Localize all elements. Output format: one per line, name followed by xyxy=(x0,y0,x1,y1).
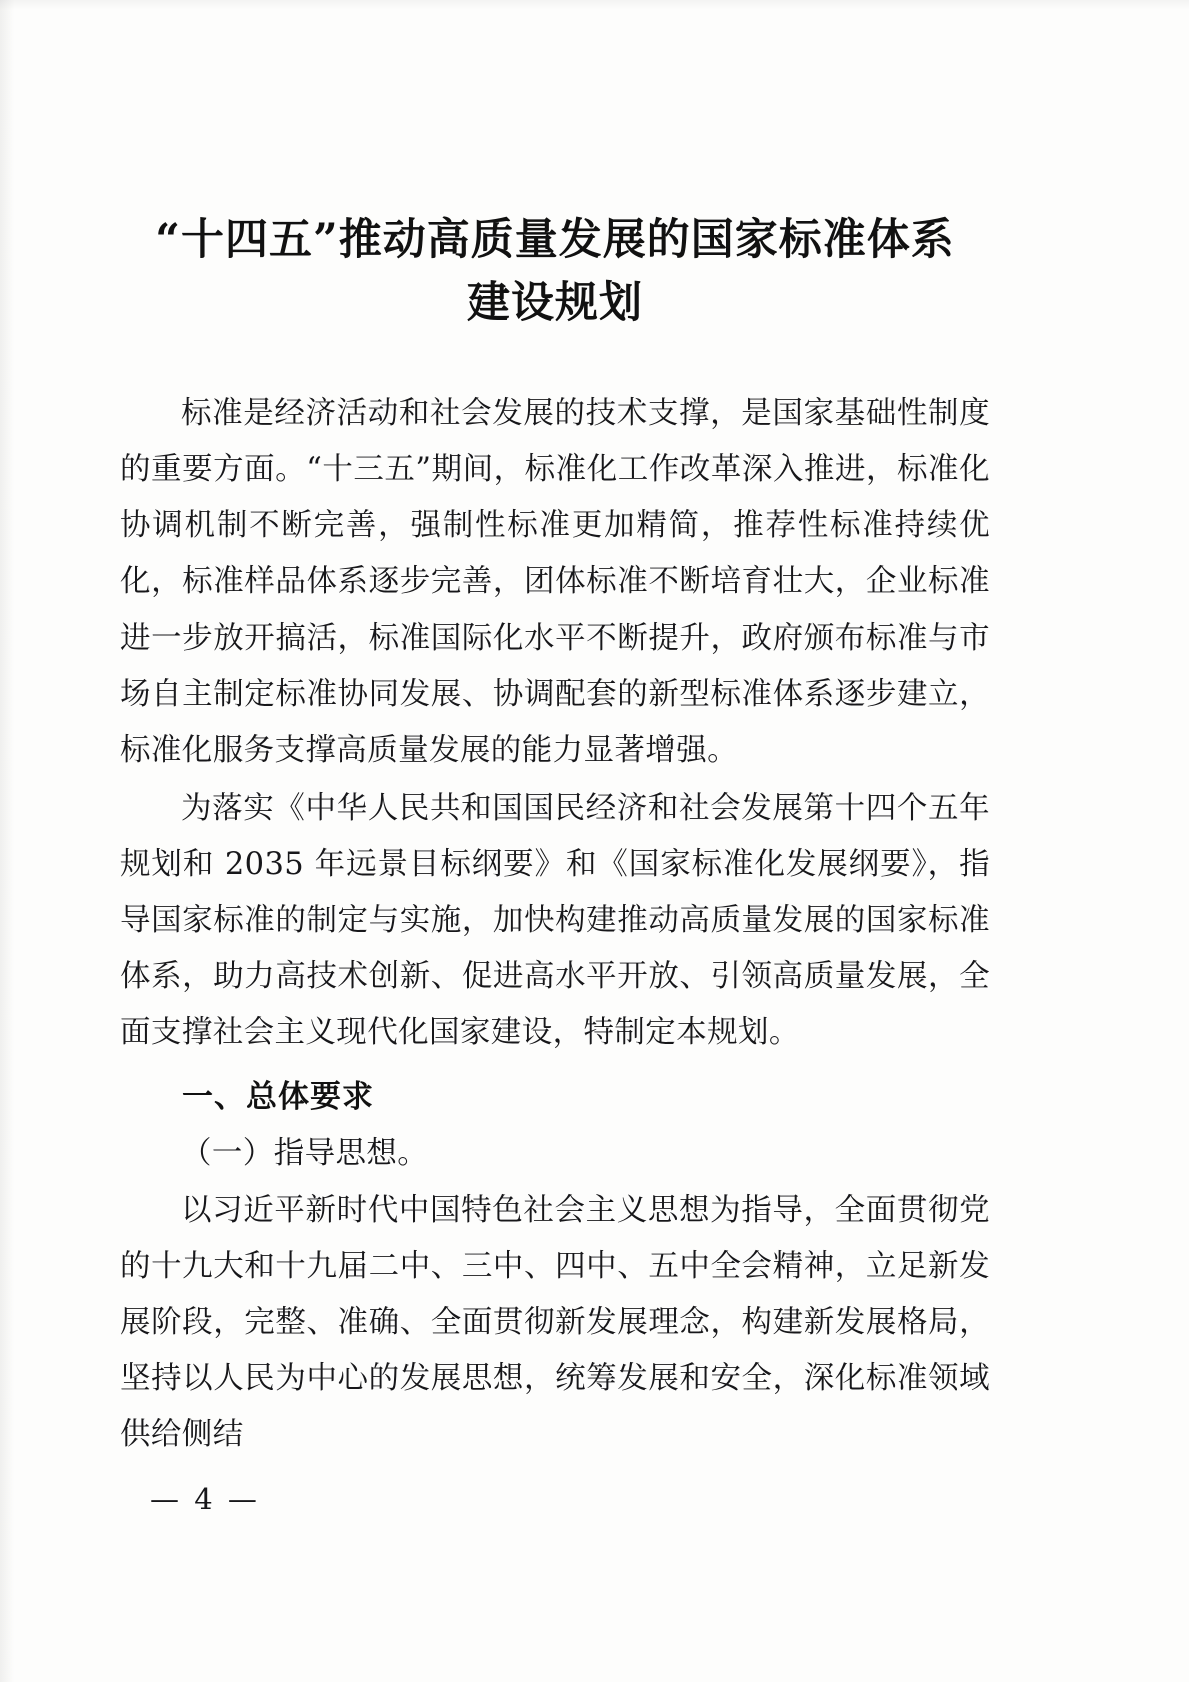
page-content xyxy=(120,210,990,1465)
paragraph-guiding-ideology: 以习近平新时代中国特色社会主义思想为指导，全面贯彻党的十九大和十九届二中、三中、四中、五中全会精神，立足新发展阶段，完整、准确、全面贯彻新发展理念，构建新发展格局，坚持以人民为中心的发展思想，统筹发展和安全，深化标准领域供给侧结 xyxy=(120,1192,990,1452)
section-subheading-1: （一）指导思想。 xyxy=(181,1136,429,1172)
paragraph-intro-1: 标准是经济活动和社会发展的技术支撑，是国家基础性制度的重要方面。“十三五”期间，标准化工作改革深入推进，标准化协调机制不断完善，强制性标准更加精简，推荐性标准持续优化，标准样品体系逐步完善，团体标准不断培育壮大，企业标准进一步放开搞活，标准国际化水平不断提升，政府颁布标准与市场自主制定标准协同发展、协调配套的新型标准体系逐步建立，标准化服务支撑高质量发展的能力显著增强。 xyxy=(120,396,990,768)
page-title-line-1: “十四五”推动高质量发展的国家标准体系 xyxy=(155,215,955,265)
page-edge-shadow-top xyxy=(0,0,1189,10)
paragraph-intro-2: 为落实《中华人民共和国国民经济和社会发展第十四个五年规划和 2035 年远景目标纲要》和《国家标准化发展纲要》，指导国家标准的制定与实施，加快构建推动高质量发展的国家标准体系，助力高技术创新、促进高水平开放、引领高质量发展，全面支撑社会主义现代化国家建设，特制定本规划。 xyxy=(120,790,990,1051)
body-text xyxy=(120,386,990,1463)
page-title-line-2: 建设规划 xyxy=(467,278,643,329)
page-number: — 4 — xyxy=(150,1482,260,1516)
page-title xyxy=(120,210,990,334)
page-edge-shadow-left xyxy=(0,0,14,1682)
section-heading-1: 一、总体要求 xyxy=(182,1079,374,1116)
